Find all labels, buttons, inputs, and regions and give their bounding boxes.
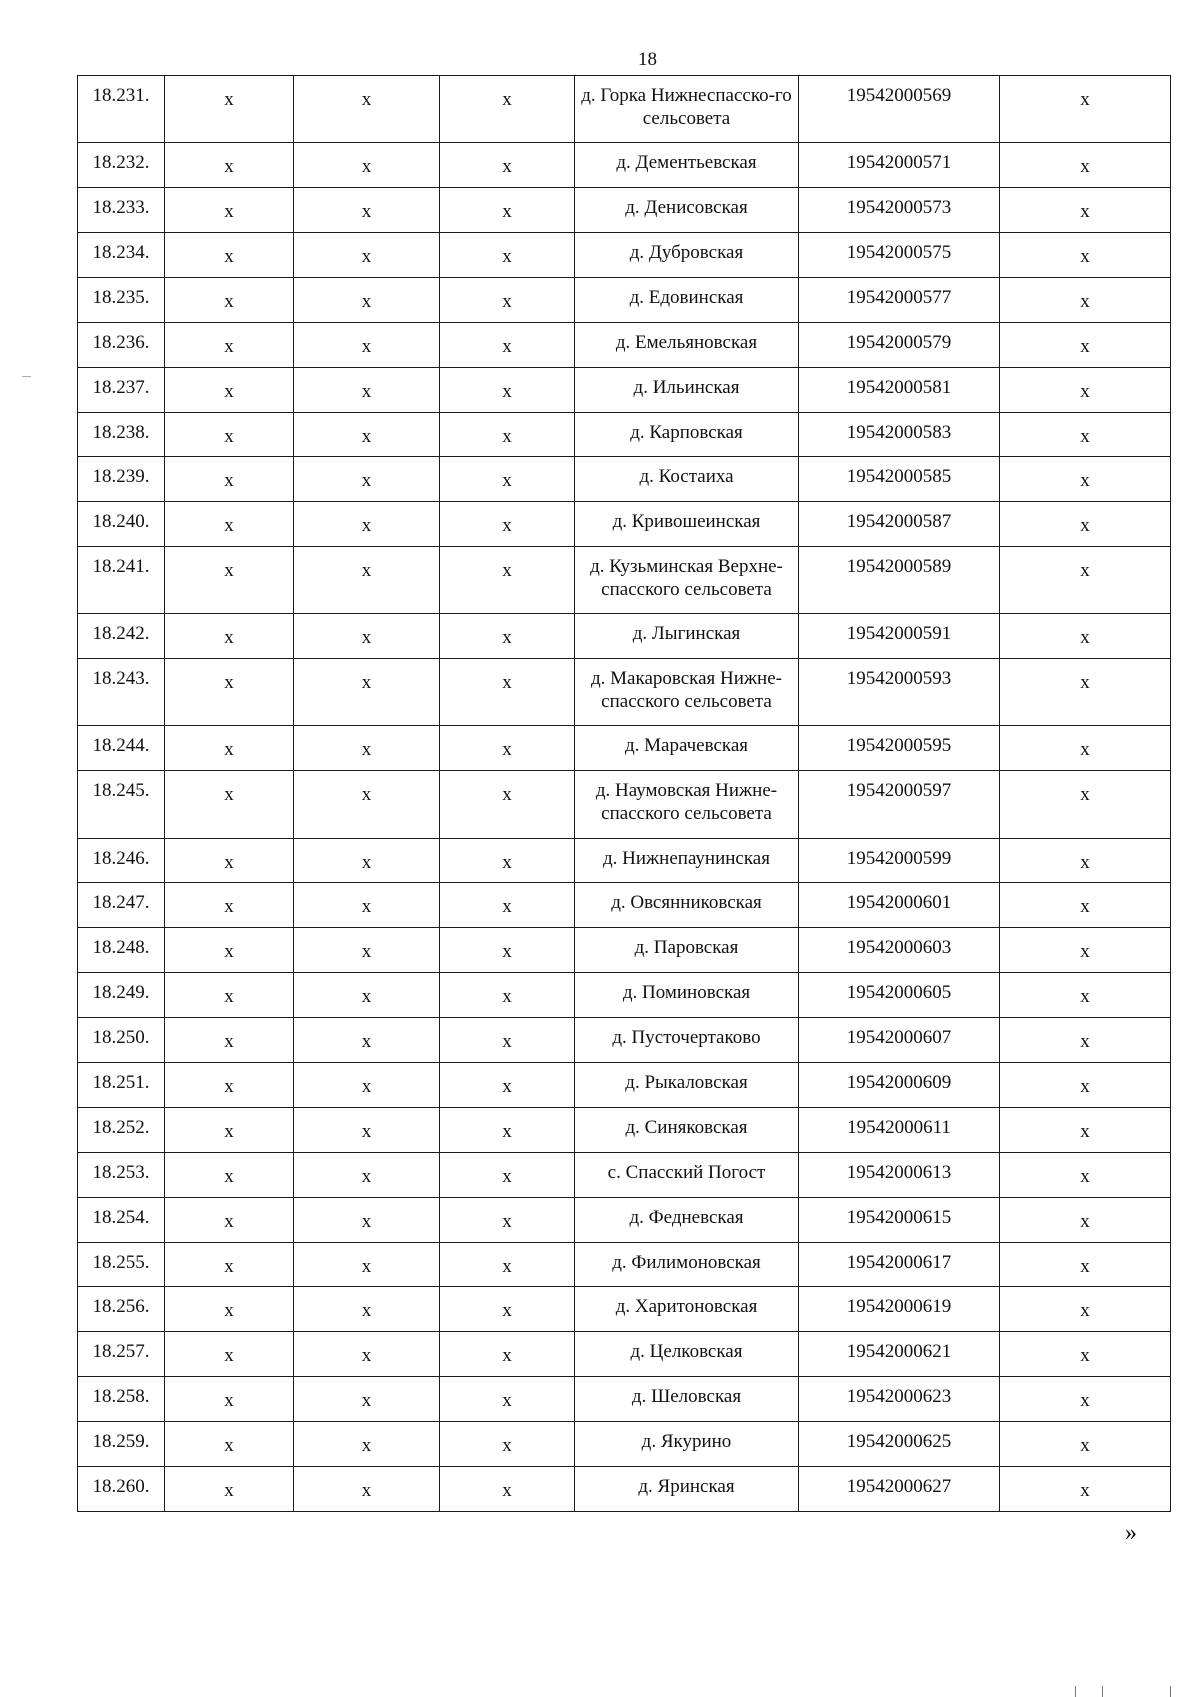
- value-cell: х: [1000, 1287, 1171, 1332]
- oktmo-code-cell: 19542000587: [799, 502, 1000, 547]
- value-cell: х: [165, 928, 294, 973]
- oktmo-code-cell: 19542000575: [799, 232, 1000, 277]
- table-row: [78, 928, 1171, 973]
- value-cell: х: [1000, 1107, 1171, 1152]
- value-cell: х: [294, 232, 440, 277]
- settlement-name-cell: д. Шеловская: [575, 1377, 799, 1422]
- value-cell: х: [1000, 1152, 1171, 1197]
- oktmo-code-cell: 19542000571: [799, 143, 1000, 188]
- value-cell: х: [294, 1332, 440, 1377]
- value-cell: х: [440, 883, 575, 928]
- value-cell: х: [440, 1018, 575, 1063]
- settlement-name-cell: д. Филимоновская: [575, 1242, 799, 1287]
- value-cell: х: [165, 1107, 294, 1152]
- value-cell: х: [1000, 502, 1171, 547]
- row-number-cell: 18.234.: [78, 232, 165, 277]
- row-number-cell: 18.240.: [78, 502, 165, 547]
- row-number-cell: 18.239.: [78, 457, 165, 502]
- value-cell: х: [165, 412, 294, 457]
- value-cell: х: [165, 322, 294, 367]
- row-number-cell: 18.255.: [78, 1242, 165, 1287]
- scan-artifact: [1075, 1686, 1103, 1697]
- row-number-cell: 18.251.: [78, 1063, 165, 1108]
- row-number-cell: 18.254.: [78, 1197, 165, 1242]
- value-cell: х: [1000, 1422, 1171, 1467]
- value-cell: х: [165, 1422, 294, 1467]
- value-cell: х: [165, 1287, 294, 1332]
- value-cell: х: [440, 1242, 575, 1287]
- value-cell: х: [165, 1018, 294, 1063]
- value-cell: х: [165, 547, 294, 614]
- margin-mark: [22, 376, 31, 377]
- value-cell: х: [440, 502, 575, 547]
- value-cell: х: [294, 883, 440, 928]
- row-number-cell: 18.231.: [78, 76, 165, 143]
- value-cell: х: [440, 1377, 575, 1422]
- oktmo-code-cell: 19542000581: [799, 367, 1000, 412]
- settlement-name-cell: д. Лыгинская: [575, 614, 799, 659]
- table-row: [78, 188, 1171, 233]
- value-cell: х: [294, 143, 440, 188]
- value-cell: х: [440, 1107, 575, 1152]
- value-cell: х: [1000, 367, 1171, 412]
- value-cell: х: [165, 726, 294, 771]
- row-number-cell: 18.253.: [78, 1152, 165, 1197]
- value-cell: х: [1000, 883, 1171, 928]
- table-row: [78, 771, 1171, 838]
- table-body: [78, 76, 1171, 1512]
- value-cell: х: [294, 771, 440, 838]
- settlement-name-cell: д. Ильинская: [575, 367, 799, 412]
- table-row: [78, 1332, 1171, 1377]
- oktmo-code-cell: 19542000593: [799, 659, 1000, 726]
- oktmo-code-cell: 19542000609: [799, 1063, 1000, 1108]
- value-cell: х: [1000, 322, 1171, 367]
- oktmo-code-cell: 19542000591: [799, 614, 1000, 659]
- settlement-name-cell: д. Яринская: [575, 1467, 799, 1512]
- oktmo-code-cell: 19542000603: [799, 928, 1000, 973]
- value-cell: х: [1000, 973, 1171, 1018]
- settlement-name-cell: д. Едовинская: [575, 277, 799, 322]
- value-cell: х: [165, 838, 294, 883]
- value-cell: х: [1000, 76, 1171, 143]
- table-row: [78, 547, 1171, 614]
- value-cell: х: [1000, 412, 1171, 457]
- value-cell: х: [165, 1467, 294, 1512]
- value-cell: х: [165, 614, 294, 659]
- table-row: [78, 659, 1171, 726]
- value-cell: х: [440, 188, 575, 233]
- value-cell: х: [1000, 232, 1171, 277]
- value-cell: х: [1000, 1467, 1171, 1512]
- table-row: [78, 1467, 1171, 1512]
- settlement-name-cell: д. Федневская: [575, 1197, 799, 1242]
- value-cell: х: [1000, 143, 1171, 188]
- value-cell: х: [165, 76, 294, 143]
- settlement-name-cell: д. Кузьминская Верхне-спасского сельсовета: [575, 547, 799, 614]
- oktmo-code-cell: 19542000613: [799, 1152, 1000, 1197]
- value-cell: х: [440, 726, 575, 771]
- table-row: [78, 143, 1171, 188]
- value-cell: х: [294, 1197, 440, 1242]
- oktmo-code-cell: 19542000589: [799, 547, 1000, 614]
- settlement-name-cell: д. Горка Нижнеспасско-го сельсовета: [575, 76, 799, 143]
- table-row: [78, 322, 1171, 367]
- value-cell: х: [440, 1467, 575, 1512]
- settlement-name-cell: д. Нижнепаунинская: [575, 838, 799, 883]
- scan-artifact: [1170, 1686, 1171, 1697]
- value-cell: х: [294, 1152, 440, 1197]
- settlement-name-cell: д. Рыкаловская: [575, 1063, 799, 1108]
- value-cell: х: [294, 1377, 440, 1422]
- value-cell: х: [440, 412, 575, 457]
- row-number-cell: 18.236.: [78, 322, 165, 367]
- value-cell: х: [440, 76, 575, 143]
- table-row: [78, 614, 1171, 659]
- value-cell: х: [1000, 547, 1171, 614]
- row-number-cell: 18.258.: [78, 1377, 165, 1422]
- value-cell: х: [1000, 928, 1171, 973]
- oktmo-code-cell: 19542000625: [799, 1422, 1000, 1467]
- settlement-name-cell: д. Дементьевская: [575, 143, 799, 188]
- value-cell: х: [294, 1107, 440, 1152]
- value-cell: х: [294, 1422, 440, 1467]
- row-number-cell: 18.246.: [78, 838, 165, 883]
- value-cell: х: [294, 322, 440, 367]
- value-cell: х: [440, 1287, 575, 1332]
- value-cell: х: [1000, 188, 1171, 233]
- table-row: [78, 1287, 1171, 1332]
- settlement-name-cell: д. Костаиха: [575, 457, 799, 502]
- value-cell: х: [294, 547, 440, 614]
- table-row: [78, 1377, 1171, 1422]
- value-cell: х: [165, 1063, 294, 1108]
- value-cell: х: [165, 771, 294, 838]
- value-cell: х: [165, 502, 294, 547]
- value-cell: х: [1000, 1242, 1171, 1287]
- settlement-name-cell: д. Карповская: [575, 412, 799, 457]
- value-cell: х: [440, 1063, 575, 1108]
- row-number-cell: 18.242.: [78, 614, 165, 659]
- settlement-table: [77, 75, 1171, 1512]
- value-cell: х: [165, 1197, 294, 1242]
- value-cell: х: [1000, 1197, 1171, 1242]
- oktmo-code-cell: 19542000627: [799, 1467, 1000, 1512]
- value-cell: х: [1000, 1018, 1171, 1063]
- table-row: [78, 1152, 1171, 1197]
- oktmo-code-cell: 19542000597: [799, 771, 1000, 838]
- row-number-cell: 18.235.: [78, 277, 165, 322]
- value-cell: х: [294, 502, 440, 547]
- value-cell: х: [294, 412, 440, 457]
- row-number-cell: 18.259.: [78, 1422, 165, 1467]
- value-cell: х: [294, 457, 440, 502]
- table-row: [78, 1422, 1171, 1467]
- table-row: [78, 1063, 1171, 1108]
- settlement-name-cell: д. Дубровская: [575, 232, 799, 277]
- value-cell: х: [294, 277, 440, 322]
- value-cell: х: [440, 457, 575, 502]
- row-number-cell: 18.250.: [78, 1018, 165, 1063]
- value-cell: х: [294, 838, 440, 883]
- row-number-cell: 18.237.: [78, 367, 165, 412]
- row-number-cell: 18.247.: [78, 883, 165, 928]
- table-row: [78, 973, 1171, 1018]
- value-cell: х: [440, 771, 575, 838]
- value-cell: х: [440, 838, 575, 883]
- value-cell: х: [440, 367, 575, 412]
- value-cell: х: [294, 1467, 440, 1512]
- row-number-cell: 18.248.: [78, 928, 165, 973]
- value-cell: х: [165, 883, 294, 928]
- oktmo-code-cell: 19542000621: [799, 1332, 1000, 1377]
- table-row: [78, 76, 1171, 143]
- oktmo-code-cell: 19542000615: [799, 1197, 1000, 1242]
- page-number: 18: [638, 49, 657, 70]
- value-cell: х: [294, 367, 440, 412]
- row-number-cell: 18.241.: [78, 547, 165, 614]
- value-cell: х: [440, 1152, 575, 1197]
- value-cell: х: [1000, 1377, 1171, 1422]
- oktmo-code-cell: 19542000595: [799, 726, 1000, 771]
- value-cell: х: [165, 188, 294, 233]
- value-cell: х: [165, 143, 294, 188]
- settlement-name-cell: д. Емельяновская: [575, 322, 799, 367]
- row-number-cell: 18.257.: [78, 1332, 165, 1377]
- value-cell: х: [294, 659, 440, 726]
- value-cell: х: [294, 928, 440, 973]
- value-cell: х: [294, 973, 440, 1018]
- settlement-name-cell: д. Харитоновская: [575, 1287, 799, 1332]
- oktmo-code-cell: 19542000601: [799, 883, 1000, 928]
- value-cell: х: [440, 614, 575, 659]
- value-cell: х: [165, 1332, 294, 1377]
- settlement-name-cell: д. Кривошеинская: [575, 502, 799, 547]
- settlement-name-cell: д. Целковская: [575, 1332, 799, 1377]
- value-cell: х: [440, 277, 575, 322]
- row-number-cell: 18.244.: [78, 726, 165, 771]
- value-cell: х: [1000, 1063, 1171, 1108]
- table-row: [78, 457, 1171, 502]
- oktmo-code-cell: 19542000619: [799, 1287, 1000, 1332]
- row-number-cell: 18.243.: [78, 659, 165, 726]
- oktmo-code-cell: 19542000623: [799, 1377, 1000, 1422]
- value-cell: х: [440, 928, 575, 973]
- value-cell: х: [165, 973, 294, 1018]
- settlement-name-cell: д. Синяковская: [575, 1107, 799, 1152]
- value-cell: х: [440, 232, 575, 277]
- value-cell: х: [294, 726, 440, 771]
- value-cell: х: [165, 277, 294, 322]
- table-row: [78, 367, 1171, 412]
- value-cell: х: [165, 1242, 294, 1287]
- value-cell: х: [294, 1242, 440, 1287]
- oktmo-code-cell: 19542000573: [799, 188, 1000, 233]
- row-number-cell: 18.260.: [78, 1467, 165, 1512]
- table-row: [78, 277, 1171, 322]
- value-cell: х: [1000, 614, 1171, 659]
- value-cell: х: [440, 1332, 575, 1377]
- settlement-name-cell: д. Якурино: [575, 1422, 799, 1467]
- value-cell: х: [440, 322, 575, 367]
- table-row: [78, 1242, 1171, 1287]
- value-cell: х: [294, 1018, 440, 1063]
- row-number-cell: 18.256.: [78, 1287, 165, 1332]
- settlement-name-cell: д. Наумовская Нижне-спасского сельсовета: [575, 771, 799, 838]
- settlement-name-cell: д. Пусточертаково: [575, 1018, 799, 1063]
- settlement-name-cell: д. Макаровская Нижне-спасского сельсовета: [575, 659, 799, 726]
- value-cell: х: [440, 547, 575, 614]
- value-cell: х: [165, 1377, 294, 1422]
- value-cell: х: [165, 659, 294, 726]
- row-number-cell: 18.245.: [78, 771, 165, 838]
- table-row: [78, 1018, 1171, 1063]
- value-cell: х: [1000, 726, 1171, 771]
- value-cell: х: [165, 457, 294, 502]
- settlement-name-cell: д. Поминовская: [575, 973, 799, 1018]
- settlement-name-cell: с. Спасский Погост: [575, 1152, 799, 1197]
- value-cell: х: [294, 1287, 440, 1332]
- table-row: [78, 1197, 1171, 1242]
- settlement-name-cell: д. Паровская: [575, 928, 799, 973]
- table-row: [78, 412, 1171, 457]
- row-number-cell: 18.238.: [78, 412, 165, 457]
- value-cell: х: [440, 143, 575, 188]
- row-number-cell: 18.232.: [78, 143, 165, 188]
- value-cell: х: [294, 1063, 440, 1108]
- settlement-name-cell: д. Денисовская: [575, 188, 799, 233]
- table-row: [78, 502, 1171, 547]
- table-row: [78, 726, 1171, 771]
- oktmo-code-cell: 19542000607: [799, 1018, 1000, 1063]
- table-row: [78, 1107, 1171, 1152]
- oktmo-code-cell: 19542000579: [799, 322, 1000, 367]
- value-cell: х: [165, 232, 294, 277]
- table-row: [78, 838, 1171, 883]
- value-cell: х: [1000, 771, 1171, 838]
- closing-quote: »: [1125, 1520, 1137, 1546]
- oktmo-code-cell: 19542000569: [799, 76, 1000, 143]
- value-cell: х: [440, 1197, 575, 1242]
- value-cell: х: [440, 1422, 575, 1467]
- value-cell: х: [1000, 457, 1171, 502]
- oktmo-code-cell: 19542000605: [799, 973, 1000, 1018]
- value-cell: х: [165, 1152, 294, 1197]
- value-cell: х: [440, 973, 575, 1018]
- settlement-name-cell: д. Овсянниковская: [575, 883, 799, 928]
- oktmo-code-cell: 19542000599: [799, 838, 1000, 883]
- row-number-cell: 18.252.: [78, 1107, 165, 1152]
- row-number-cell: 18.233.: [78, 188, 165, 233]
- value-cell: х: [294, 614, 440, 659]
- value-cell: х: [294, 76, 440, 143]
- oktmo-code-cell: 19542000585: [799, 457, 1000, 502]
- value-cell: х: [165, 367, 294, 412]
- value-cell: х: [1000, 659, 1171, 726]
- table-row: [78, 883, 1171, 928]
- row-number-cell: 18.249.: [78, 973, 165, 1018]
- oktmo-code-cell: 19542000583: [799, 412, 1000, 457]
- oktmo-code-cell: 19542000617: [799, 1242, 1000, 1287]
- oktmo-code-cell: 19542000577: [799, 277, 1000, 322]
- value-cell: х: [1000, 277, 1171, 322]
- value-cell: х: [294, 188, 440, 233]
- value-cell: х: [1000, 838, 1171, 883]
- table-row: [78, 232, 1171, 277]
- value-cell: х: [440, 659, 575, 726]
- settlement-name-cell: д. Марачевская: [575, 726, 799, 771]
- value-cell: х: [1000, 1332, 1171, 1377]
- oktmo-code-cell: 19542000611: [799, 1107, 1000, 1152]
